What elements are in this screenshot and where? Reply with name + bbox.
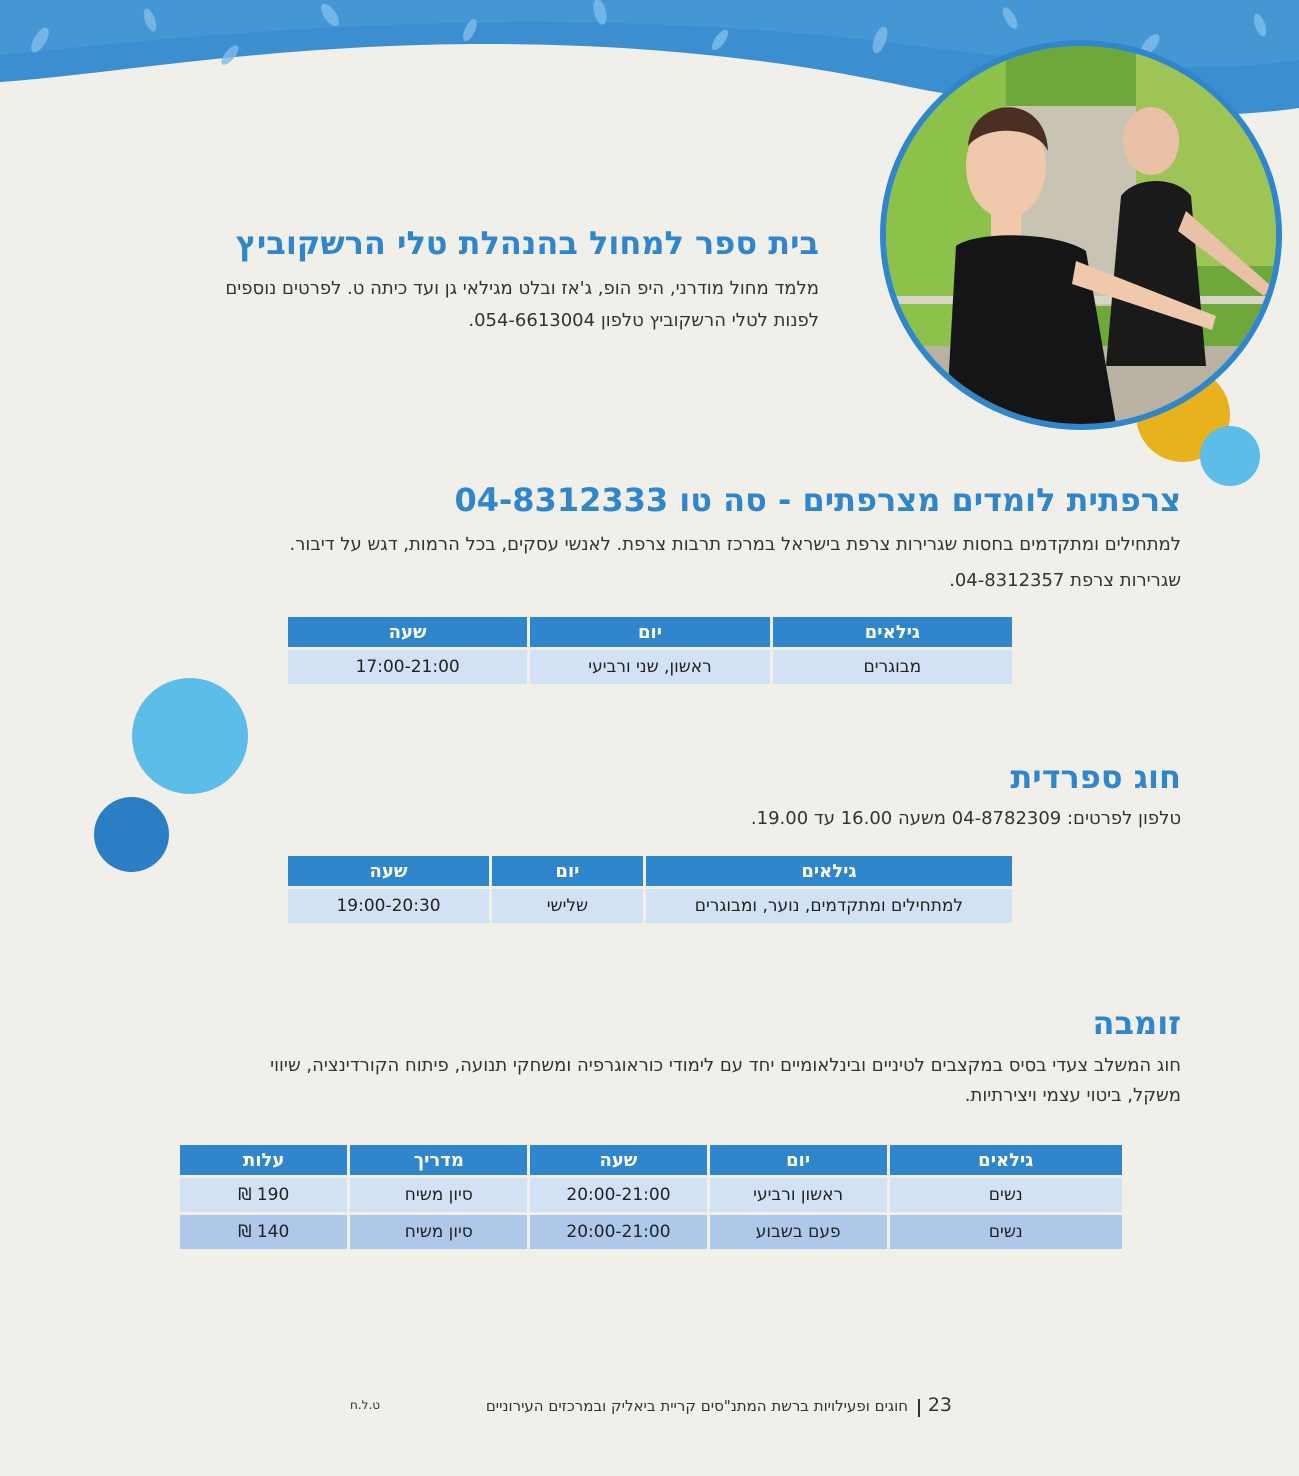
column-header-cost: עלות	[180, 1145, 347, 1175]
zumba-description-line2: משקל, ביטוי עצמי ויצירתיות.	[964, 1085, 1181, 1106]
cell-time: 20:00-21:00	[530, 1215, 707, 1249]
table-header-row	[180, 1145, 1122, 1175]
french-course-title: צרפתית לומדים מצרפתים - סה טו 04-8312333	[454, 481, 1181, 519]
column-header-ages: גילאים	[773, 617, 1012, 647]
cell-ages: למתחילים ומתקדמים, נוער, ומבוגרים	[646, 889, 1012, 923]
table-row	[180, 1215, 1122, 1249]
cell-time: 20:00-21:00	[530, 1178, 707, 1212]
column-header-time: שעה	[288, 617, 527, 647]
zumba-description-line1: חוג המשלב צעדי בסיס במקצבים לטיניים ובינלאומיים יחד עם לימודי כוראוגרפיה ומשחקי תנועה, פיתוח הקורדינציה, שיווי	[270, 1055, 1181, 1076]
cell-time: 19:00-20:30	[288, 889, 489, 923]
column-header-day: יום	[492, 856, 643, 886]
cell-ages: מבוגרים	[773, 650, 1012, 684]
cell-day: שלישי	[492, 889, 643, 923]
cell-ages: נשים	[890, 1178, 1123, 1212]
column-header-time: שעה	[530, 1145, 707, 1175]
spanish-course-phone: טלפון לפרטים: 04-8782309 משעה 16.00 עד 19.00.	[750, 808, 1181, 829]
table-row	[288, 889, 1012, 923]
column-header-ages: גילאים	[890, 1145, 1123, 1175]
zumba-title: זומבה	[1092, 1004, 1181, 1042]
cell-cost: 140 ₪	[180, 1215, 347, 1249]
column-header-time: שעה	[288, 856, 489, 886]
cell-day: פעם בשבוע	[710, 1215, 887, 1249]
page-number: 23	[927, 1394, 952, 1416]
footer-initials: ט.ל.ח	[350, 1398, 381, 1412]
column-header-ages: גילאים	[646, 856, 1012, 886]
dance-school-title: בית ספר למחול בהנהלת טלי הרשקוביץ	[235, 224, 819, 262]
cell-day: ראשון, שני ורביעי	[530, 650, 769, 684]
spanish-course-title: חוג ספרדית	[1010, 758, 1181, 796]
light-blue-circle-decoration	[1200, 426, 1260, 486]
zumba-schedule-table	[177, 1142, 1125, 1252]
french-course-description-line2: שגרירות צרפת 04-8312357.	[949, 570, 1181, 591]
column-header-instructor: מדריך	[350, 1145, 527, 1175]
dance-school-description-line2: לפנות לטלי הרשקוביץ טלפון 054-6613004.	[468, 310, 819, 331]
cell-instructor: סיון משיח	[350, 1178, 527, 1212]
cell-ages: נשים	[890, 1215, 1123, 1249]
page-footer	[340, 1396, 960, 1420]
dancer-photo	[880, 40, 1282, 430]
french-schedule-table	[285, 614, 1015, 687]
spanish-schedule-table	[285, 853, 1015, 926]
cell-time: 17:00-21:00	[288, 650, 527, 684]
table-header-row	[288, 856, 1012, 886]
light-blue-circle-decoration	[132, 678, 248, 794]
dance-school-description-line1: מלמד מחול מודרני, היפ הופ, ג'אז ובלט מגילאי גן ועד כיתה ט. לפרטים נוספים	[225, 278, 819, 299]
table-row	[180, 1178, 1122, 1212]
column-header-day: יום	[530, 617, 769, 647]
footer-text: חוגים ופעילויות ברשת המתנ"סים קריית ביאליק ובמרכזים העירוניים	[485, 1397, 908, 1415]
table-header-row	[288, 617, 1012, 647]
french-course-description-line1: למתחילים ומתקדמים בחסות שגרירות צרפת בישראל במרכז תרבות צרפת. לאנשי עסקים, בכל הרמות, דגש על דיבור.	[289, 534, 1181, 555]
footer-divider	[918, 1399, 920, 1417]
table-row	[288, 650, 1012, 684]
cell-day: ראשון ורביעי	[710, 1178, 887, 1212]
column-header-day: יום	[710, 1145, 887, 1175]
cell-instructor: סיון משיח	[350, 1215, 527, 1249]
cell-cost: 190 ₪	[180, 1178, 347, 1212]
